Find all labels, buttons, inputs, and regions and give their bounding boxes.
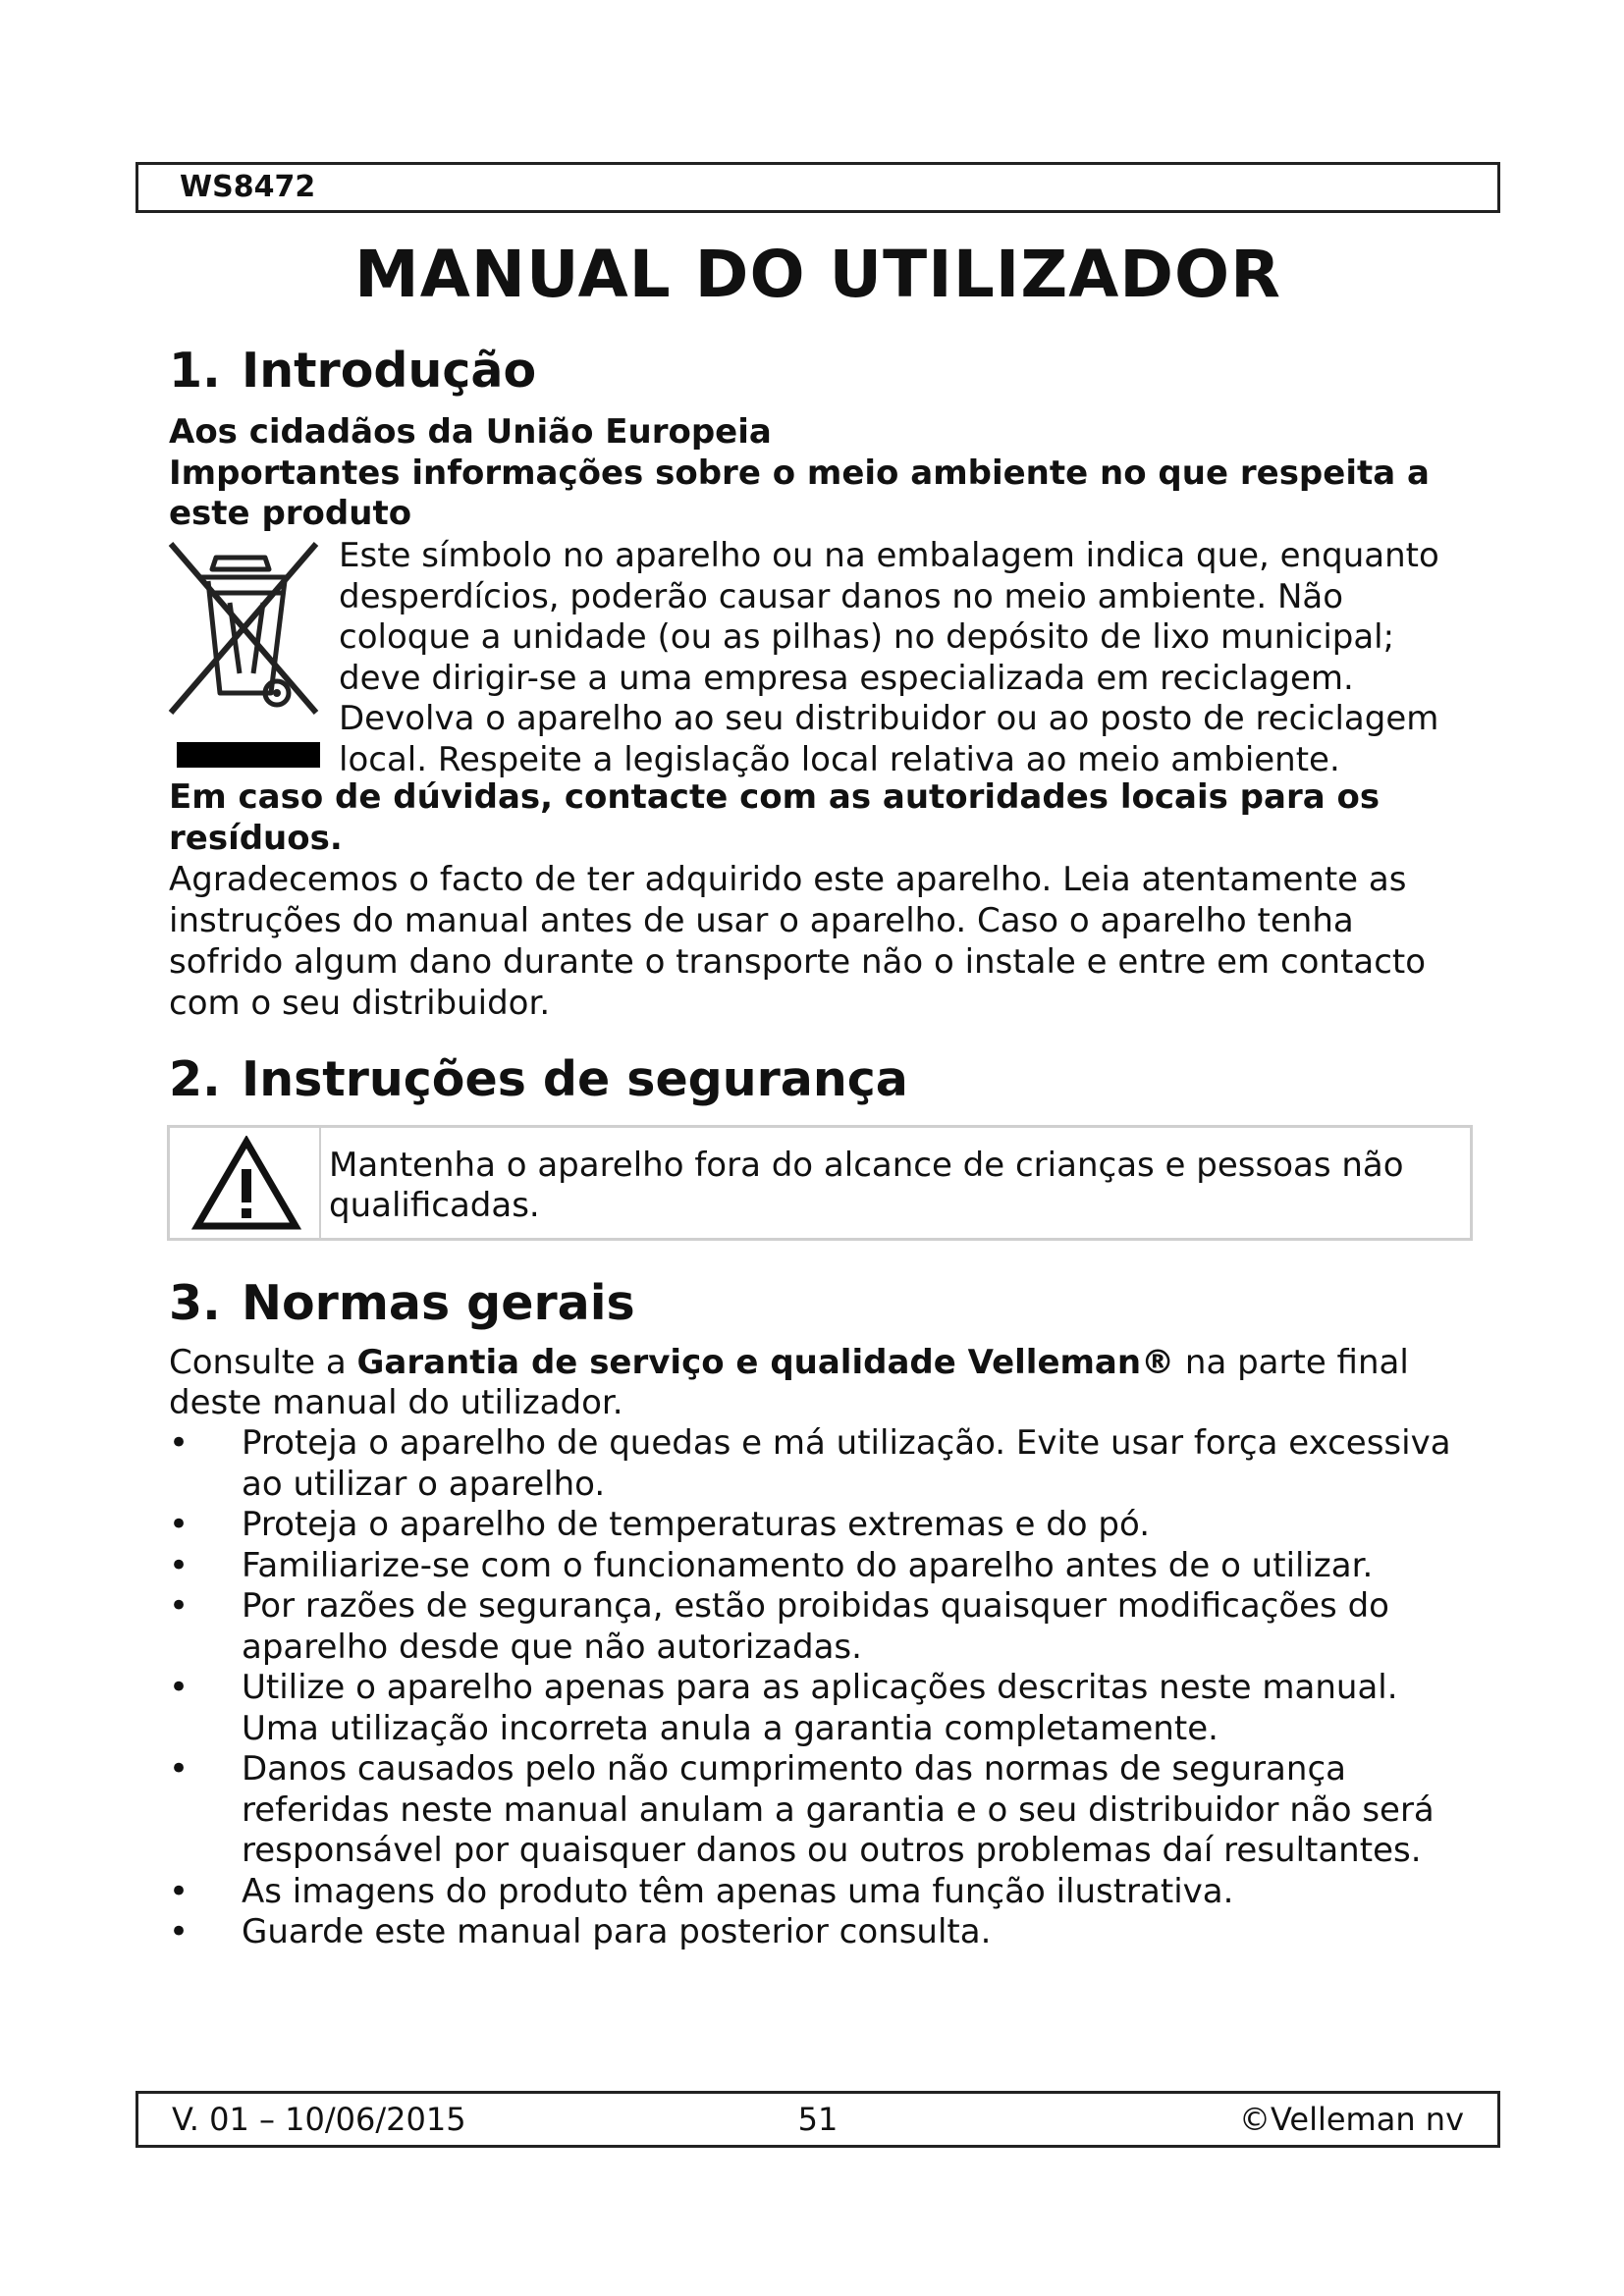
bullet-icon: • bbox=[169, 1423, 189, 1463]
list-item-line: Familiarize-se com o funcionamento do aparelho antes de o utilizar. bbox=[242, 1545, 1374, 1585]
list-item-line: Guarde este manual para posterior consulta. bbox=[242, 1912, 992, 1951]
bullet-icon: • bbox=[169, 1505, 189, 1544]
warning-box bbox=[167, 1125, 1473, 1241]
weee-line: coloque a unidade (ou as pilhas) no depósito de lixo municipal; bbox=[339, 617, 1395, 658]
weee-line: desperdícios, poderão causar danos no meio ambiente. Não bbox=[339, 576, 1344, 616]
list-item-line: As imagens do produto têm apenas uma função ilustrativa. bbox=[242, 1871, 1234, 1911]
section-3-intro bbox=[169, 1343, 1409, 1383]
warning-line-2: qualificadas. bbox=[329, 1186, 540, 1225]
bullet-icon: • bbox=[169, 1545, 189, 1585]
warranty-reference: Garantia de serviço e qualidade Velleman® bbox=[356, 1343, 1175, 1382]
list-item-line: aparelho desde que não autorizadas. bbox=[242, 1627, 862, 1667]
list-item bbox=[169, 1912, 1485, 1953]
intro-prefix: Consulte a bbox=[169, 1343, 357, 1382]
section-3-intro-line-2: deste manual do utilizador. bbox=[169, 1383, 623, 1422]
thanks-line: Agradecemos o facto de ter adquirido este aparelho. Leia atentamente as bbox=[169, 860, 1407, 899]
weee-paragraph bbox=[339, 536, 1468, 781]
doubt-line-2: resíduos. bbox=[169, 819, 343, 858]
section-3-heading bbox=[169, 1274, 635, 1333]
thanks-line: sofrido algum dano durante o transporte não o instale e entre em contacto bbox=[169, 942, 1427, 982]
list-item bbox=[169, 1749, 1485, 1872]
version-date: V. 01 – 10/06/2015 bbox=[172, 2101, 466, 2138]
list-item-line: Utilize o aparelho apenas para as aplicações descritas neste manual. bbox=[242, 1668, 1398, 1707]
environment-line-1: Importantes informações sobre o meio ambiente no que respeita a bbox=[169, 454, 1430, 493]
bullet-icon: • bbox=[169, 1912, 189, 1951]
list-item bbox=[169, 1505, 1485, 1546]
thanks-line: com o seu distribuidor. bbox=[169, 984, 551, 1023]
section-1-number: 1. bbox=[169, 343, 221, 399]
list-item bbox=[169, 1586, 1485, 1668]
general-rules-list bbox=[169, 1423, 1485, 1953]
list-item bbox=[169, 1546, 1485, 1587]
page-title: MANUAL DO UTILIZADOR bbox=[354, 237, 1281, 312]
header-box bbox=[135, 162, 1500, 213]
intro-suffix: na parte final bbox=[1174, 1343, 1409, 1382]
warning-text bbox=[329, 1146, 1458, 1226]
section-2-number: 2. bbox=[169, 1051, 221, 1107]
section-1-title: Introdução bbox=[242, 343, 537, 399]
section-2-title: Instruções de segurança bbox=[242, 1051, 908, 1107]
section-2-heading bbox=[169, 1050, 908, 1109]
footer-box bbox=[135, 2091, 1500, 2148]
list-item-line: Uma utilização incorreta anula a garantia completamente. bbox=[242, 1708, 1218, 1748]
doubt-line-1: Em caso de dúvidas, contacte com as autoridades locais para os bbox=[169, 777, 1380, 817]
section-3-number: 3. bbox=[169, 1275, 221, 1331]
list-item-line: responsável por quaisquer danos ou outros problemas daí resultantes. bbox=[242, 1831, 1422, 1870]
thanks-line: instruções do manual antes de usar o aparelho. Caso o aparelho tenha bbox=[169, 901, 1354, 940]
model-number: WS8472 bbox=[180, 170, 316, 204]
copyright: ©Velleman nv bbox=[1238, 2101, 1464, 2138]
list-item bbox=[169, 1668, 1485, 1749]
environment-line-2: este produto bbox=[169, 494, 412, 533]
weee-line: Devolva o aparelho ao seu distribuidor ou ao posto de reciclagem bbox=[339, 699, 1439, 739]
list-item bbox=[169, 1423, 1485, 1505]
weee-line: Este símbolo no aparelho ou na embalagem indica que, enquanto bbox=[339, 536, 1439, 575]
list-item bbox=[169, 1872, 1485, 1913]
page-number: 51 bbox=[797, 2101, 839, 2138]
list-item-line: Proteja o aparelho de temperaturas extremas e do pó. bbox=[242, 1505, 1151, 1544]
section-1-heading bbox=[169, 342, 536, 400]
bullet-icon: • bbox=[169, 1668, 189, 1707]
bullet-icon: • bbox=[169, 1871, 189, 1911]
list-item-line: Danos causados pelo não cumprimento das normas de segurança bbox=[242, 1749, 1346, 1789]
weee-line: local. Respeite a legislação local relativa ao meio ambiente. bbox=[339, 739, 1340, 779]
eu-citizens-line: Aos cidadãos da União Europeia bbox=[169, 412, 772, 452]
section-3-title: Normas gerais bbox=[242, 1275, 635, 1331]
list-item-line: Proteja o aparelho de quedas e má utilização. Evite usar força excessiva bbox=[242, 1423, 1451, 1463]
list-item-line: Por razões de segurança, estão proibidas quaisquer modificações do bbox=[242, 1586, 1389, 1626]
weee-line: deve dirigir-se a uma empresa especializada em reciclagem. bbox=[339, 658, 1354, 698]
warning-divider bbox=[319, 1128, 321, 1238]
warning-triangle-icon bbox=[191, 1136, 301, 1232]
list-item-line: referidas neste manual anulam a garantia e o seu distribuidor não será bbox=[242, 1789, 1435, 1830]
bullet-icon: • bbox=[169, 1586, 189, 1626]
list-item-line: ao utilizar o aparelho. bbox=[242, 1464, 606, 1504]
crossed-out-wheelie-bin-icon bbox=[167, 538, 326, 774]
warning-line-1: Mantenha o aparelho fora do alcance de crianças e pessoas não bbox=[329, 1146, 1404, 1185]
bullet-icon: • bbox=[169, 1749, 189, 1789]
